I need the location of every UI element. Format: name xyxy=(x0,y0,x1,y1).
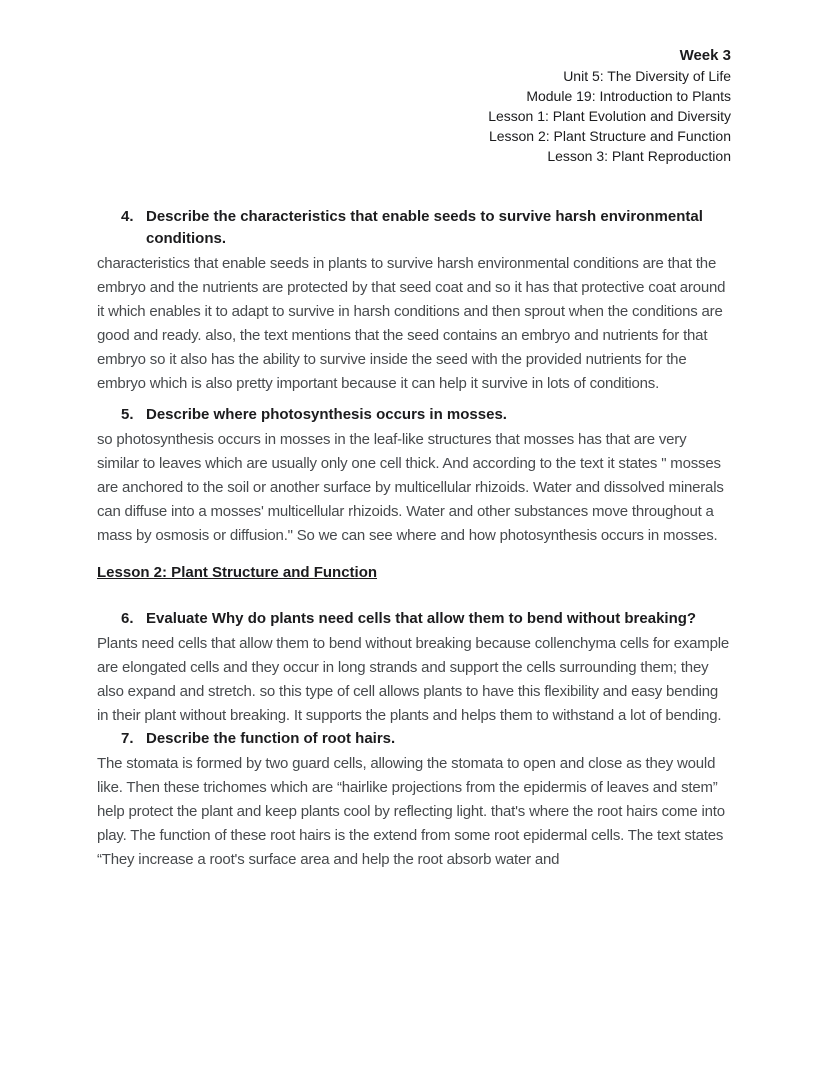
question-5-text: Describe where photosynthesis occurs in mosses. xyxy=(146,406,507,423)
document-body xyxy=(0,206,828,872)
header-lesson3-line: Lesson 3: Plant Reproduction xyxy=(547,148,731,164)
answer-4-paragraph: characteristics that enable seeds in plants to survive harsh environmental conditions are that the embryo and the nutrients are protected by that seed coat and so it has that protective coat around it which enables it to adapt to survive in harsh conditions and then sprout when the conditions are good and ready. also, the text mentions that the seed contains an embryo and nutrients for that embryo so it also has the ability to survive inside the seed with the provided nutrients for the embryo which is also pretty important because it can help it survive in lots of conditions. xyxy=(97,255,726,392)
header-lesson1-line: Lesson 1: Plant Evolution and Diversity xyxy=(488,108,731,124)
qa-item-5 xyxy=(97,404,731,548)
question-7-number: 7. xyxy=(121,730,134,747)
question-4 xyxy=(97,206,731,250)
lesson-2-section-heading: Lesson 2: Plant Structure and Function xyxy=(97,564,378,581)
header-module-line: Module 19: Introduction to Plants xyxy=(526,88,731,104)
question-7-text: Describe the function of root hairs. xyxy=(146,730,396,747)
question-5 xyxy=(97,404,731,426)
question-7 xyxy=(97,728,731,750)
qa-item-4 xyxy=(97,206,731,396)
header-unit-line: Unit 5: The Diversity of Life xyxy=(563,68,731,84)
header-lesson2-line: Lesson 2: Plant Structure and Function xyxy=(488,128,731,144)
question-6-text: Evaluate Why do plants need cells that allow them to bend without breaking? xyxy=(146,610,697,627)
document-header xyxy=(0,0,828,166)
question-4-number: 4. xyxy=(121,208,134,225)
answer-6-paragraph: Plants need cells that allow them to bend without breaking because collenchyma cells for example are elongated cells and they occur in long strands and support the cells surrounding them; they also expand and stretch. so this type of cell allows plants to have this flexibility and easy bending in their plant without breaking. It supports the plants and helps them to withstand a lot of bending. xyxy=(97,635,729,724)
question-6-number: 6. xyxy=(121,610,134,627)
header-week-title: Week 3 xyxy=(679,47,731,64)
answer-7-paragraph: The stomata is formed by two guard cells, allowing the stomata to open and close as they would like. Then these trichomes which are “hairlike projections from the epidermis of leaves and stem” help protect the plant and keep plants cool by reflecting light. that's where the root hairs come into play. The function of these root hairs is the extend from some root epidermal cells. The text states “They increase a root's surface area and help the root absorb water and xyxy=(97,755,725,868)
question-6 xyxy=(97,608,731,630)
question-5-number: 5. xyxy=(121,406,134,423)
qa-item-7 xyxy=(97,728,731,872)
question-4-text: Describe the characteristics that enable seeds to survive harsh environmental conditions. xyxy=(146,208,703,247)
answer-5-paragraph: so photosynthesis occurs in mosses in the leaf-like structures that mosses has that are very similar to leaves which are usually only one cell thick. And according to the text it states " mosses are anchored to the soil or another surface by multicellular rhizoids. Water and dissolved minerals can diffuse into a mosses' multicellular rhizoids. Water and other substances move throughout a mass by osmosis or diffusion." So we can see where and how photosynthesis occurs in mosses. xyxy=(97,431,724,544)
qa-item-6 xyxy=(97,608,731,728)
